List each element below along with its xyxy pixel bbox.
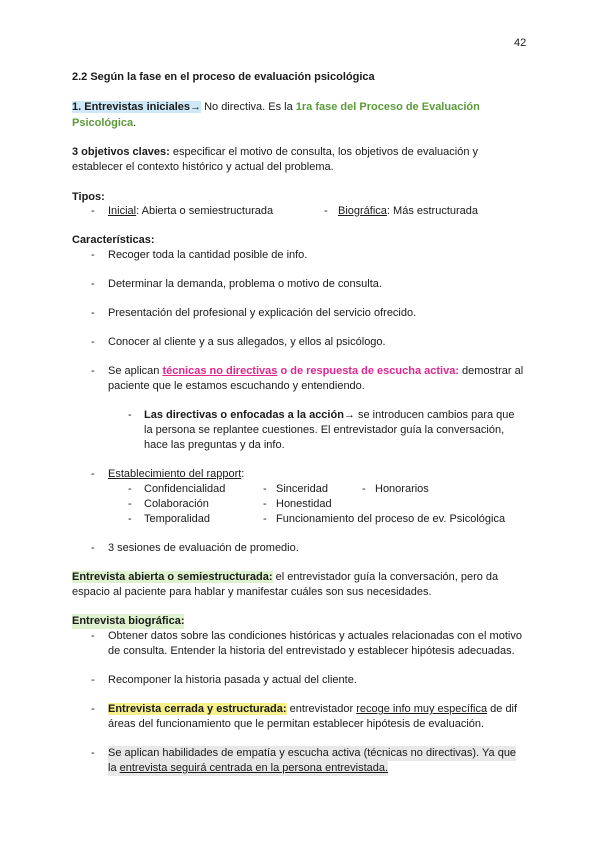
caracteristicas-label: Características: (72, 234, 155, 246)
tipo-inicial (108, 204, 273, 219)
bullet-dash: - (128, 513, 132, 525)
caracteristica-item-3: Presentación del profesional y explicación del servicio ofrecido. (108, 307, 417, 319)
item5-tecnicas-no-directivas: técnicas no directivas (162, 365, 278, 377)
abierta-line1 (72, 570, 498, 585)
arrow-icon: → (190, 101, 202, 113)
biografica-item-3-line1 (108, 702, 517, 717)
bullet-dash: - (128, 409, 132, 421)
bullet-dash: - (362, 483, 366, 495)
biografica-item-1-line1: Obtener datos sobre las condiciones históricas y actuales relacionadas con el motivo (108, 630, 522, 642)
caracteristica-item-5-line1 (108, 364, 523, 379)
biografica-item-1-line2: de consulta. Entender la historia del entrevistado y establecer hipótesis adecuadas. (108, 645, 515, 657)
caracteristica-item-1: Recoger toda la cantidad posible de info. (108, 249, 308, 261)
rapport-label: Establecimiento del rapport (108, 468, 242, 480)
item4-underlined: entrevista seguirá centrada en la persona entrevistada. (119, 762, 389, 774)
sub-directivas-line2: la persona se replantee cuestiones. El entrevistador guía la conversación, (144, 424, 505, 436)
item5-pre: Se aplican (108, 365, 163, 377)
tipos-label: Tipos: (72, 191, 105, 203)
bullet-dash: - (263, 513, 267, 525)
bullet-dash: - (91, 468, 95, 480)
caracteristica-item-5-line2: paciente que le estamos escuchando y entendiendo. (108, 380, 365, 392)
sub-directivas-label: Las directivas o enfocadas a la acción (144, 409, 344, 421)
biografica-label: Entrevista biográfica: (72, 615, 185, 627)
sub-directivas-text-1: se introducen cambios para que (354, 409, 515, 421)
objetivos-label: 3 objetivos claves: (72, 146, 170, 158)
section-title: 2.2 Según la fase en el proceso de evaluación psicológica (72, 71, 375, 83)
bullet-dash: - (91, 542, 95, 554)
cerrada-post: de dif (487, 703, 518, 715)
cerrada-underlined: recoge info muy específica (356, 703, 488, 715)
entrevistas-iniciales-text: No directiva. Es la (201, 101, 296, 113)
bullet-dash: - (128, 498, 132, 510)
biografica-item-3-line2: áreas del funcionamiento que le permitan establecer hipótesis de evaluación. (108, 718, 485, 730)
bullet-dash: - (263, 498, 267, 510)
entrevistas-iniciales-line2 (72, 116, 136, 131)
bullet-dash: - (91, 249, 95, 261)
bullet-dash: - (91, 205, 95, 217)
item5-escucha-activa: o de respuesta de escucha activa: (277, 365, 459, 377)
cerrada-text: entrevistador (286, 703, 357, 715)
objetivos-line1 (72, 145, 478, 160)
bullet-dash: - (91, 336, 95, 348)
rapport-honestidad: Honestidad (276, 498, 332, 510)
rapport-funcionamiento: Funcionamiento del proceso de ev. Psicológica (276, 513, 506, 525)
abierta-text-1: el entrevistador guía la conversación, pero da (272, 571, 499, 583)
rapport-confidencialidad: Confidencialidad (144, 483, 226, 495)
page-number: 42 (514, 37, 527, 49)
bullet-dash: - (128, 483, 132, 495)
rapport-temporalidad: Temporalidad (144, 513, 211, 525)
tipo-inicial-text: : Abierta o semiestructurada (136, 205, 274, 217)
biografica-item-4-line1: Se aplican habilidades de empatía y escucha activa (técnicas no directivas). Ya que (108, 747, 517, 759)
entrevistas-iniciales-label: 1. Entrevistas iniciales (72, 101, 191, 113)
rapport-sinceridad: Sinceridad (276, 483, 328, 495)
bullet-dash: - (91, 307, 95, 319)
rapport-honorarios: Honorarios (375, 483, 429, 495)
bullet-dash: - (91, 278, 95, 290)
abierta-line2: espacio al paciente para hablar y manifestar cuáles son sus necesidades. (72, 586, 432, 598)
rapport-heading (108, 467, 244, 482)
rapport-colaboracion: Colaboración (144, 498, 209, 510)
abierta-label: Entrevista abierta o semiestructurada: (72, 571, 273, 583)
entrevistas-iniciales-green-2: Psicológica (72, 117, 134, 129)
tipo-biografica-text: : Más estructurada (386, 205, 479, 217)
sesiones: 3 sesiones de evaluación de promedio. (108, 542, 299, 554)
caracteristica-item-2: Determinar la demanda, problema o motivo de consulta. (108, 278, 382, 290)
objetivos-line2: establecer el contexto histórico y actual del problema. (72, 161, 334, 173)
arrow-icon: → (343, 409, 355, 421)
tipo-biografica-label: Biográfica (338, 205, 387, 217)
bullet-dash: - (91, 630, 95, 642)
item5-post: demostrar al (458, 365, 524, 377)
bullet-dash: - (324, 205, 328, 217)
sub-directivas-line3: hace las preguntas y da info. (144, 439, 285, 451)
bullet-dash: - (91, 365, 95, 377)
tipo-inicial-label: Inicial (108, 205, 137, 217)
tipo-biografica (338, 204, 478, 219)
item4-pre: la (108, 762, 120, 774)
bullet-dash: - (263, 483, 267, 495)
biografica-item-4-line2 (108, 761, 388, 776)
sub-directivas-line1 (144, 408, 515, 423)
bullet-dash: - (91, 703, 95, 715)
bullet-dash: - (91, 747, 95, 759)
entrevistas-iniciales-line1 (72, 100, 480, 115)
rapport-colon: : (241, 468, 245, 480)
bullet-dash: - (91, 674, 95, 686)
cerrada-label: Entrevista cerrada y estructurada: (108, 703, 287, 715)
objetivos-text-1: especificar el motivo de consulta, los objetivos de evaluación y (169, 146, 478, 158)
entrevistas-iniciales-end: . (133, 117, 137, 129)
biografica-item-2: Recomponer la historia pasada y actual del cliente. (108, 674, 357, 686)
entrevistas-iniciales-green-1: 1ra fase del Proceso de Evaluación (295, 101, 480, 113)
caracteristica-item-4: Conocer al cliente y a sus allegados, y ellos al psicólogo. (108, 336, 386, 348)
